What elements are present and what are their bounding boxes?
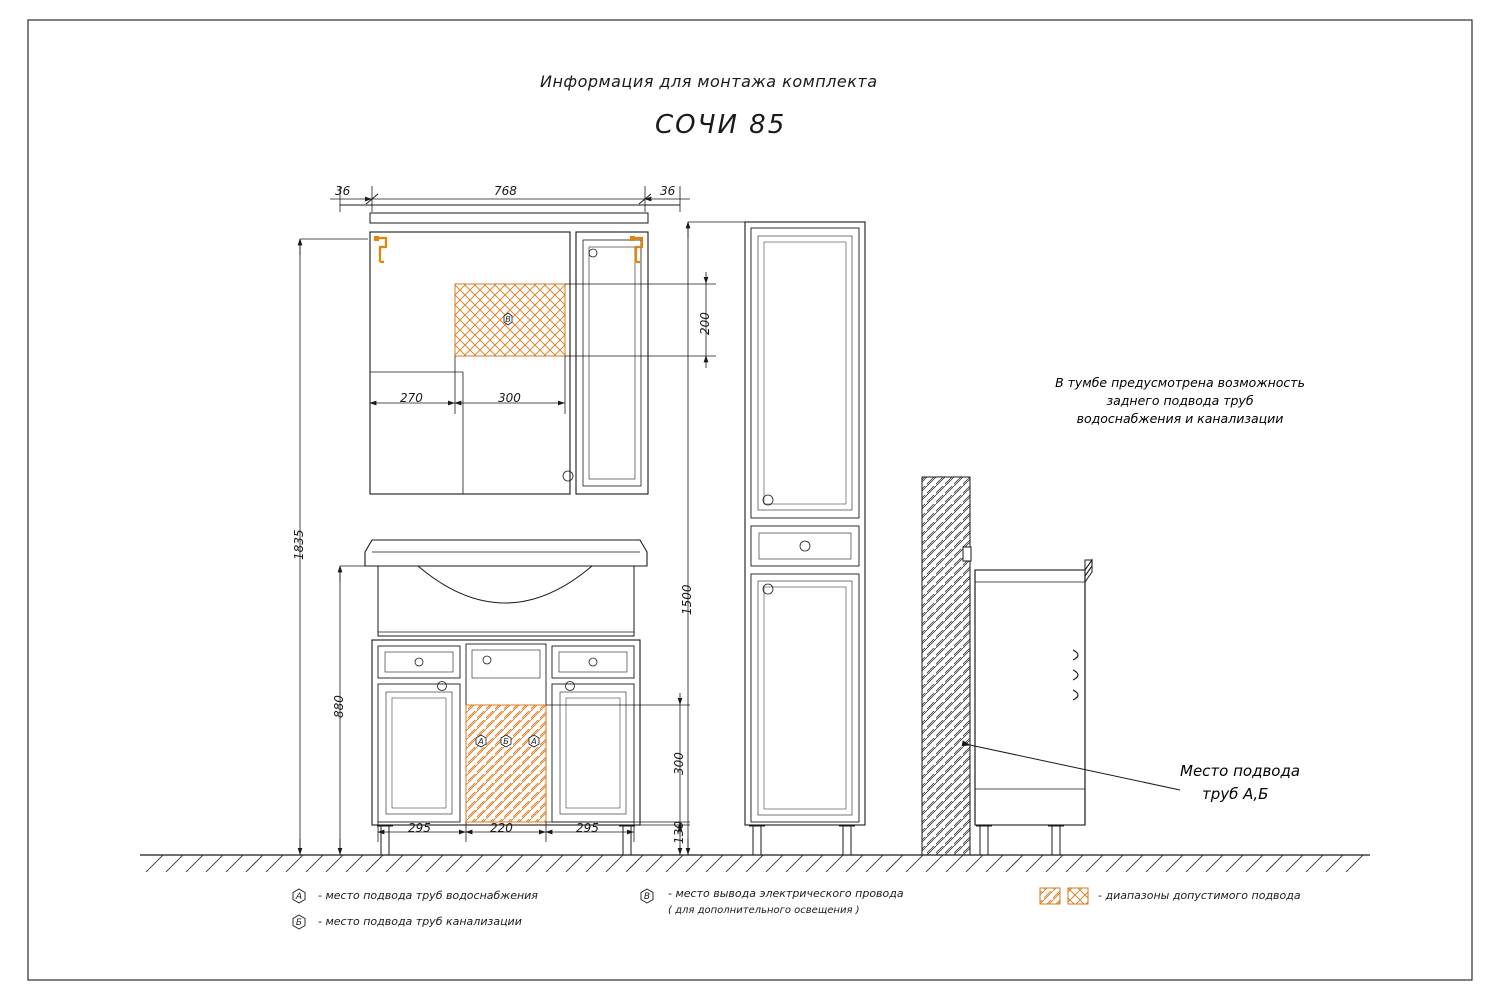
svg-text:В: В <box>643 892 651 902</box>
svg-text:Б: Б <box>503 737 509 746</box>
dim-base-center: 220 <box>490 821 513 835</box>
dim-total-height: 1835 <box>292 529 306 560</box>
dim-cabinet-height: 880 <box>332 695 346 718</box>
legend-item-b-text: - место подвода труб канализации <box>318 915 522 928</box>
svg-text:А: А <box>295 892 303 902</box>
legend-item-v-line1: - место вывода электрического провода <box>668 887 904 900</box>
dim-top-left: 36 <box>335 184 351 198</box>
note-line-2: заднего подвода труб <box>1106 393 1254 409</box>
dim-mirror-height: 200 <box>698 312 712 335</box>
legend-range-text: - диапазоны допустимого подвода <box>1098 889 1301 902</box>
note-line-1: В тумбе предусмотрена возможность <box>1055 375 1305 390</box>
note-line-3: водоснабжения и канализации <box>1076 411 1284 427</box>
drawing-title-line2: СОЧИ 85 <box>655 110 787 140</box>
svg-text:Б: Б <box>295 918 303 928</box>
legend-item-a-text: - место подвода труб водоснабжения <box>318 889 538 902</box>
dim-mirror-w1: 270 <box>400 391 423 405</box>
dim-top-right: 36 <box>660 184 676 198</box>
dim-base-left: 295 <box>408 821 431 835</box>
callout-line-1: Место подвода <box>1180 762 1301 780</box>
dim-top-center: 768 <box>494 184 517 198</box>
callout-line-2: труб А,Б <box>1202 784 1269 803</box>
drawing-title-line1: Информация для монтажа комплекта <box>540 72 878 91</box>
dim-plinth: 130 <box>672 821 686 844</box>
legend-item-v-line2: ( для дополнительного освещения ) <box>668 905 860 916</box>
dim-base-right: 295 <box>576 821 599 835</box>
pipe-location-callout <box>1180 760 1300 805</box>
dim-column-height: 1500 <box>680 584 694 615</box>
svg-text:А: А <box>478 737 484 746</box>
dim-mirror-w2: 300 <box>498 391 521 405</box>
dim-door-zone: 300 <box>672 752 686 775</box>
svg-text:А: А <box>531 737 537 746</box>
back-supply-note <box>1005 374 1355 428</box>
svg-text:В: В <box>505 315 511 324</box>
